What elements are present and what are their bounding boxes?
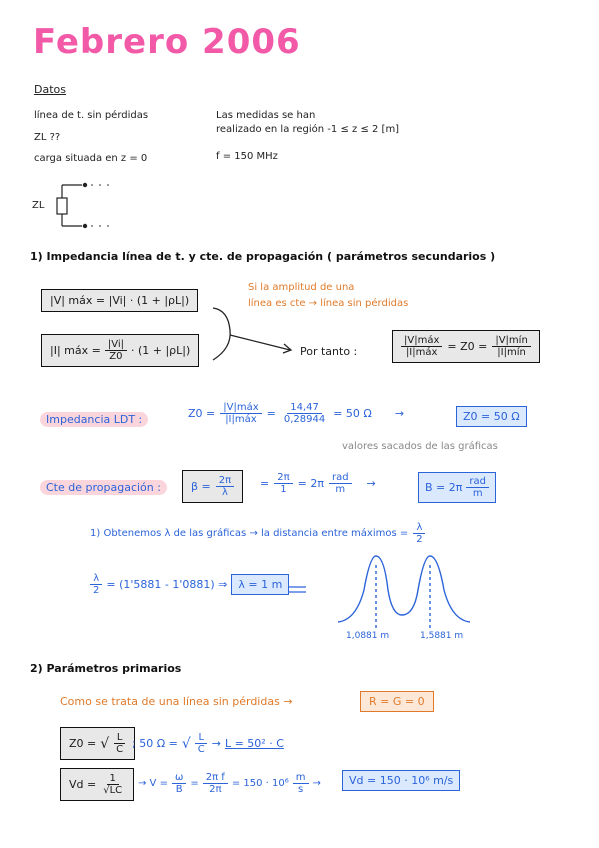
vd-unit-n: m xyxy=(293,772,309,784)
section-2-note: Como se trata de una línea sin pérdidas → xyxy=(60,695,293,708)
load-circuit-sketch xyxy=(57,183,87,227)
vd-formula xyxy=(138,772,321,795)
lambda-step-text: 1) Obtenemos λ de las gráficas → la distancia entre máximos = xyxy=(90,528,409,539)
pt-den-1: |I|máx xyxy=(405,347,438,358)
datos-line-1: línea de t. sin pérdidas xyxy=(34,110,149,121)
z0-primary-rest: ; 50 Ω = √ $\frac{L}{C}$ → L = 50² · C xyxy=(132,732,284,755)
imax-rhs: · (1 + |ρL|) xyxy=(130,344,191,357)
beta-boxed-result xyxy=(418,472,496,503)
impedancia-label xyxy=(40,413,148,426)
vd-d1: B xyxy=(175,784,183,795)
z0p-num: L xyxy=(114,732,126,744)
beta-unit-den: m xyxy=(335,484,346,495)
imp-num-1: |V|máx xyxy=(220,402,261,414)
por-tanto-label: Por tanto : xyxy=(300,345,358,358)
peak-1-label: 1,0881 m xyxy=(346,631,390,641)
beta-boxed-num: rad xyxy=(466,476,489,488)
z0p-arrow: → xyxy=(211,737,221,750)
imax-num: |Vi| xyxy=(105,339,127,351)
datos-line-3: carga situada en z = 0 xyxy=(34,153,148,164)
beta-unit-num: rad xyxy=(329,472,352,484)
datos-heading: Datos xyxy=(34,83,66,96)
imp-den-1: |I|máx xyxy=(225,414,257,425)
lam-eq: = (1'5881 - 1'0881) ⇒ xyxy=(106,578,228,591)
propagacion-label xyxy=(40,481,167,494)
beta-den: λ xyxy=(221,487,228,498)
beta-eq: = xyxy=(260,477,270,490)
datos-right-2: realizado en la región -1 ≤ z ≤ 2 [m] xyxy=(216,124,400,135)
datos-frequency: f = 150 MHz xyxy=(216,151,278,162)
por-tanto-box xyxy=(392,330,540,363)
imax-lhs: |I| máx = xyxy=(50,344,101,357)
beta-num-2: 2π xyxy=(274,472,292,484)
page-title: Febrero 2006 xyxy=(33,22,301,62)
beta-num: 2π xyxy=(216,475,234,487)
vmax-equation: |V| máx = |Vi| · (1 + |ρL|) xyxy=(50,294,190,307)
imp-eq: = xyxy=(266,407,276,420)
vd-eq: = xyxy=(190,778,199,789)
z0p-num-2: L xyxy=(195,732,207,744)
beta-boxed-pre: B = 2π xyxy=(425,481,463,494)
pt-num-1: |V|máx xyxy=(401,335,442,347)
z0-primary-box: Z0 = √ $\frac{L}{C}$ xyxy=(60,727,135,760)
imax-equation-box xyxy=(41,334,199,367)
beta-lhs: β = xyxy=(191,480,211,493)
lambda-calc xyxy=(90,573,289,596)
impedancia-label-text: Impedancia LDT : xyxy=(40,412,148,427)
lambda-step-den: 2 xyxy=(416,534,423,545)
vd-box xyxy=(60,768,134,801)
peaks-graph xyxy=(338,556,470,628)
vd-unit-d: s xyxy=(298,784,304,795)
vd-boxed-result: Vd = 150 · 10⁶ m/s xyxy=(342,770,460,791)
r-g-boxed: R = G = 0 xyxy=(360,691,434,712)
peak-2-label: 1,5881 m xyxy=(420,631,464,641)
z0p-rest: ; 50 Ω = xyxy=(132,737,178,750)
vd-d2: 2π xyxy=(209,784,222,795)
z0p-lhs: Z0 = xyxy=(69,737,97,750)
lambda-boxed: λ = 1 m xyxy=(231,574,289,595)
beta-eq-2: = 2π xyxy=(297,477,324,490)
vd-num: 1 xyxy=(107,773,119,785)
vd-arrow: → V = xyxy=(138,778,168,789)
imp-result: = 50 Ω xyxy=(333,407,372,420)
vd-lhs: Vd = xyxy=(69,778,97,791)
vd-n1: ω xyxy=(172,772,186,784)
vd-n2: 2π f xyxy=(203,772,228,784)
joining-arrow xyxy=(213,308,291,360)
graph-values-note: valores sacados de las gráficas xyxy=(342,441,498,452)
vmax-equation-box xyxy=(41,289,198,312)
lossless-note-1: Si la amplitud de una xyxy=(248,282,355,293)
vd-val: = 150 · 10⁶ xyxy=(231,778,289,789)
datos-right-1: Las medidas se han xyxy=(216,110,316,121)
section-2-heading: 2) Parámetros primarios xyxy=(30,662,182,675)
lam-den: 2 xyxy=(93,585,100,596)
lossless-note-2: línea es cte → línea sin pérdidas xyxy=(248,298,409,309)
imp-den-2: 0,28944 xyxy=(283,414,326,425)
z0-boxed-result: Z0 = 50 Ω xyxy=(456,406,527,427)
section-1-heading: 1) Impedancia línea de t. y cte. de propagación ( parámetros secundarios ) xyxy=(30,250,496,263)
pt-num-2: |V|mín xyxy=(492,335,530,347)
pt-mid: = Z0 = xyxy=(447,340,488,353)
zl-label: ZL xyxy=(32,200,45,211)
vd-arrow-2: → xyxy=(312,778,321,789)
beta-den-2: 1 xyxy=(280,484,287,495)
lam-num: λ xyxy=(90,573,102,585)
vd-den: √LC xyxy=(103,785,123,796)
z0-lhs: Z0 = xyxy=(188,407,216,420)
datos-line-2: ZL ?? xyxy=(34,132,61,143)
beta-boxed-den: m xyxy=(472,488,483,499)
propagacion-label-text: Cte de propagación : xyxy=(40,480,167,495)
lambda-step xyxy=(90,522,426,545)
beta-box xyxy=(182,470,243,503)
imp-num-2: 14,47 xyxy=(287,402,322,414)
impedancia-formula: Z0 = $\frac{\text{|V|máx}}{\text{|I|máx}}$ = $\frac{14,47}{0,28944}$ = 50 Ω → xyxy=(188,402,405,425)
imax-den: Z0 xyxy=(109,351,123,362)
z0p-den: C xyxy=(116,744,124,755)
beta-formula: = $\frac{2\pi}{1}$ = 2π $\frac{\text{rad}}{m}$ → xyxy=(260,472,376,495)
z0p-den-2: C xyxy=(197,744,205,755)
z0p-result: L = 50² · C xyxy=(224,737,284,750)
pt-den-2: |I|mín xyxy=(497,347,526,358)
lambda-step-num: λ xyxy=(413,522,425,534)
